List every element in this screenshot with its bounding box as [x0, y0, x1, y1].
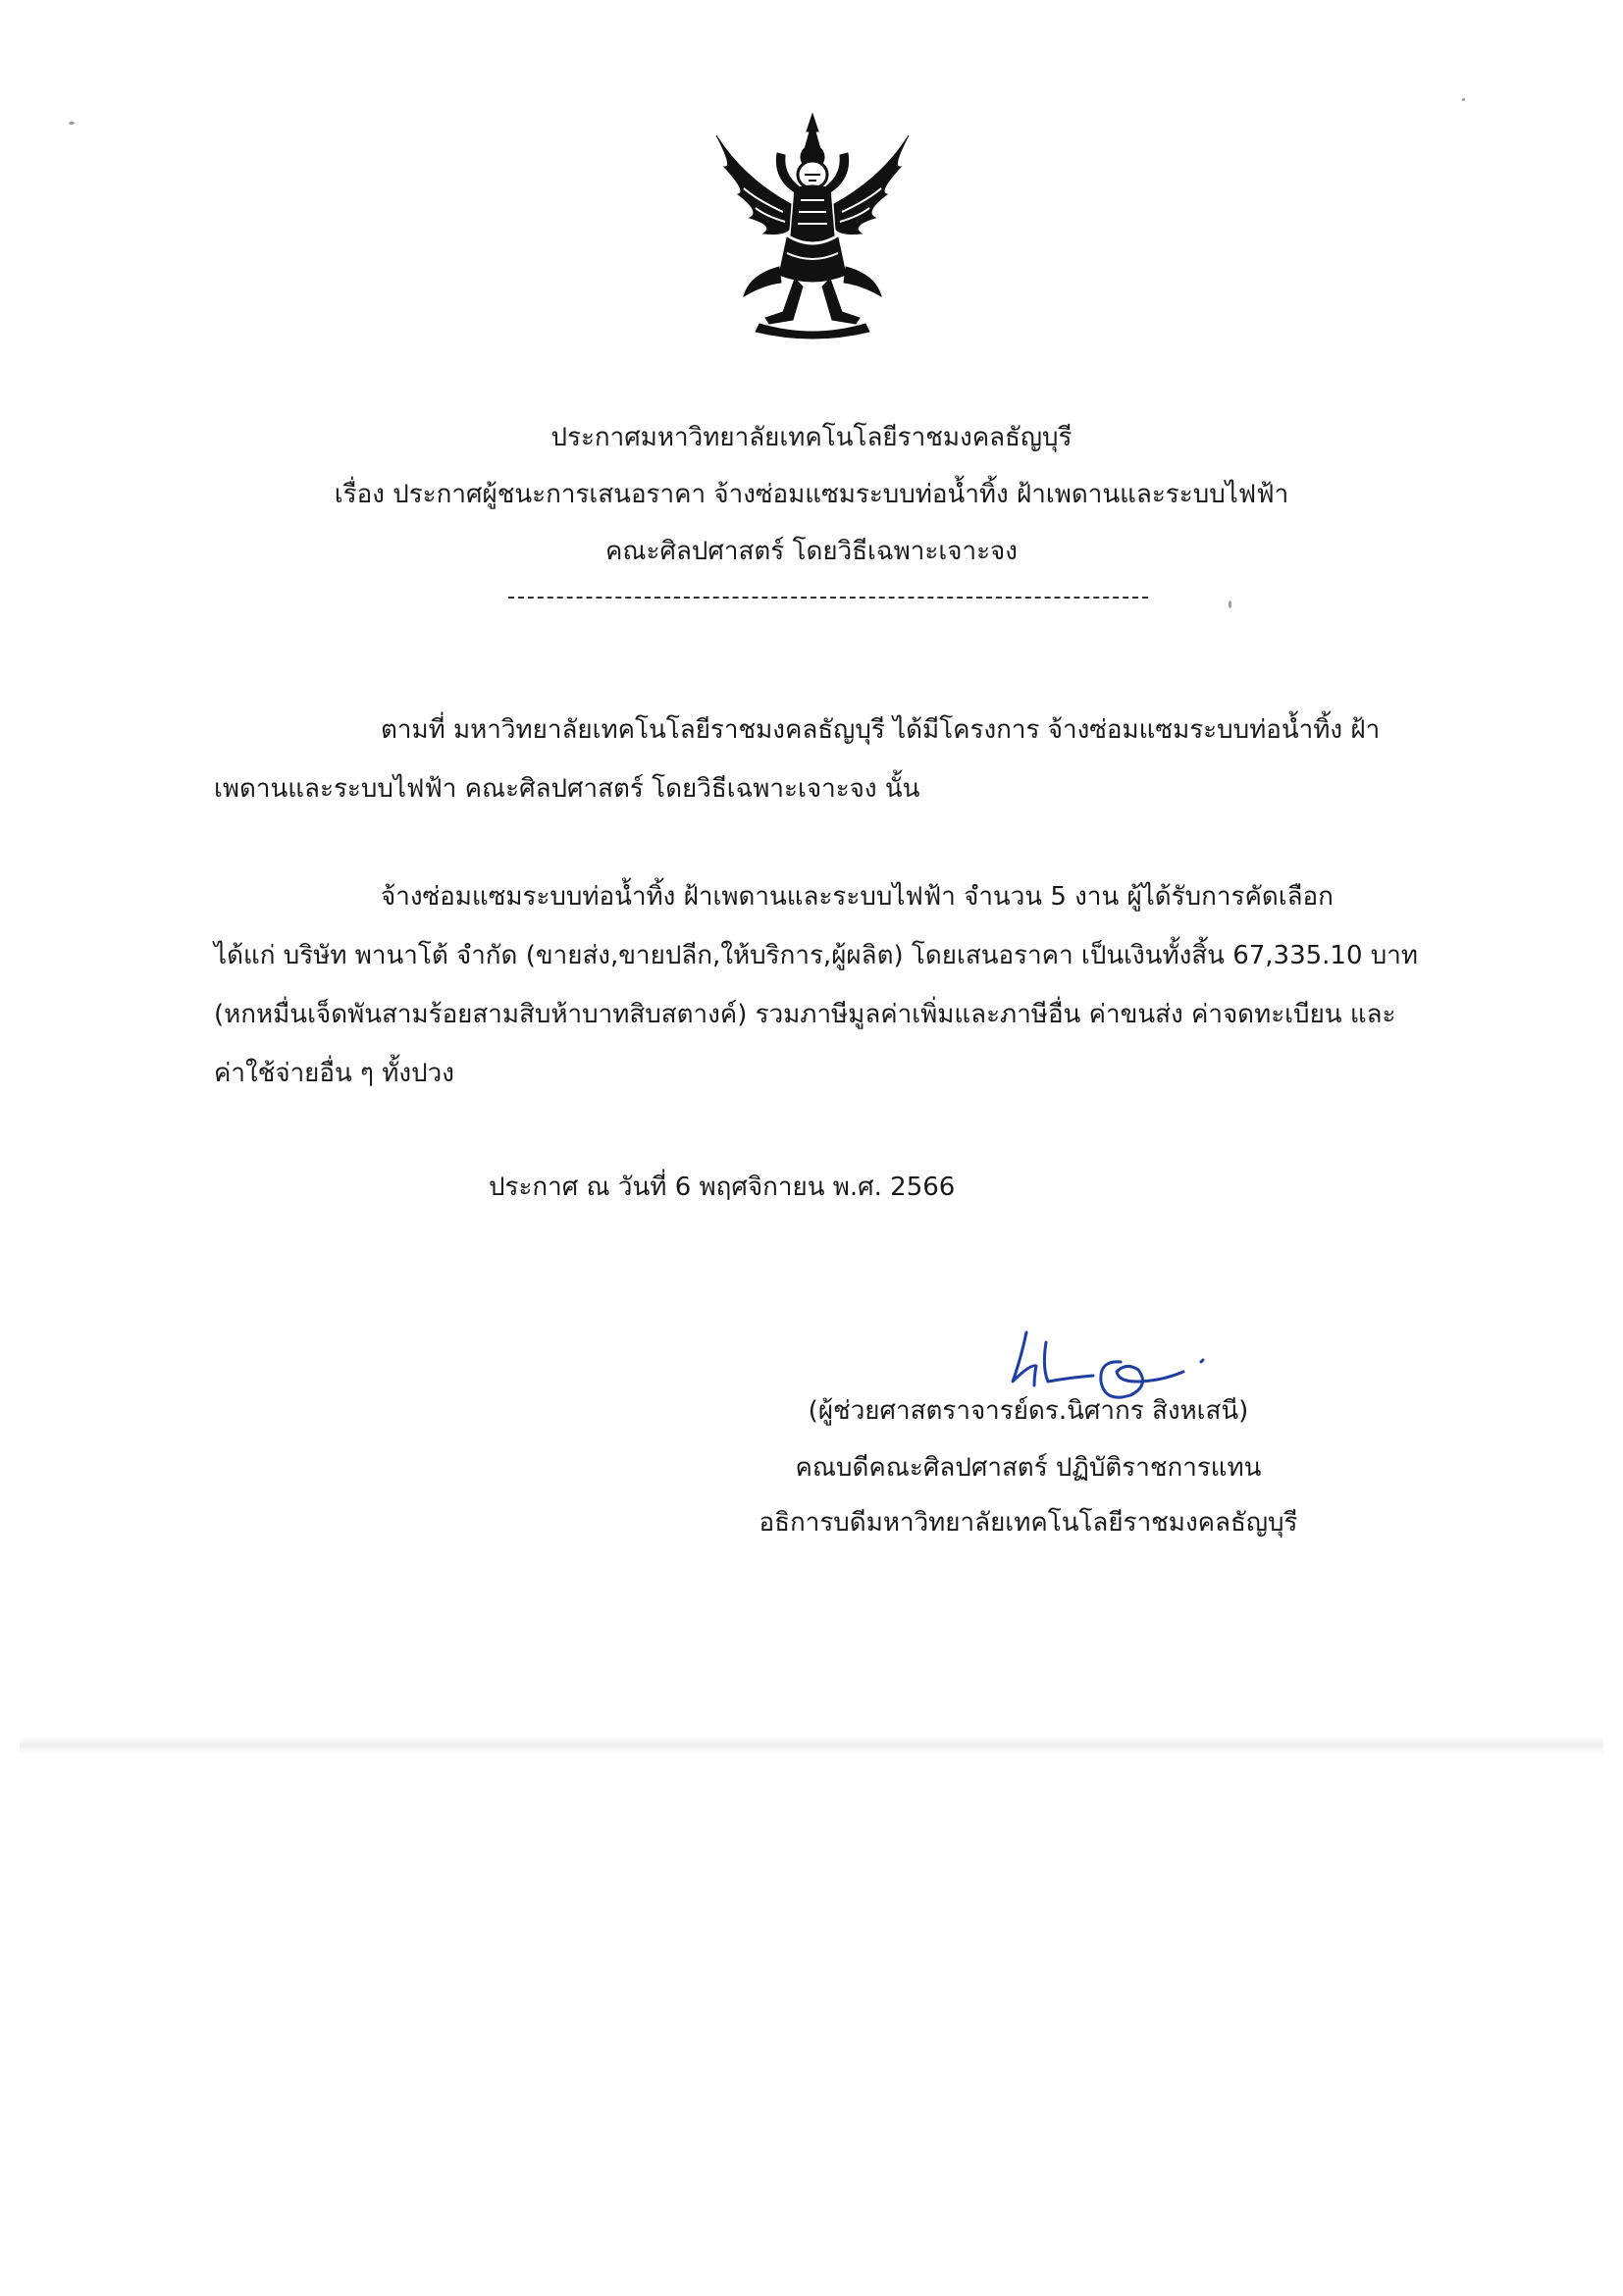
- paragraph2-line4: ค่าใช้จ่ายอื่น ๆ ทั้งปวง: [214, 1059, 454, 1088]
- announcement-date: ประกาศ ณ วันที่ 6 พฤศจิกายน พ.ศ. 2566: [489, 1173, 956, 1202]
- paragraph2-line2: ได้แก่ บริษัท พานาโต้ จำกัด (ขายส่ง,ขายปลีก,ให้บริการ,ผู้ผลิต) โดยเสนอราคา เป็นเงินทั้งสิ้น 67,335.10 บาท: [214, 941, 1419, 970]
- signatory-name: (ผู้ช่วยศาสตราจารย์ดร.นิศากร สิงหเสนี): [808, 1396, 1249, 1426]
- paragraph2-line3: (หกหมื่นเจ็ดพันสามร้อยสามสิบห้าบาทสิบสตางค์) รวมภาษีมูลค่าเพิ่มและภาษีอื่น ค่าขนส่ง ค่าจดทะเบียน และ: [214, 1000, 1396, 1029]
- header-divider: [508, 597, 1148, 599]
- scan-artifact-band: [20, 1737, 1603, 1754]
- paragraph2-line1: จ้างซ่อมแซมระบบท่อน้ำทิ้ง ฝ้าเพดานและระบบไฟฟ้า จำนวน 5 งาน ผู้ได้รับการคัดเลือก: [381, 882, 1334, 912]
- scan-speck: [69, 122, 75, 125]
- garuda-emblem-icon: [705, 110, 920, 341]
- signatory-position-acting: อธิการบดีมหาวิทยาลัยเทคโนโลยีราชมงคลธัญบุรี: [759, 1508, 1298, 1538]
- announcement-subject-continued: คณะศิลปศาสตร์ โดยวิธีเฉพาะเจาะจง: [605, 537, 1018, 566]
- scan-speck: [1462, 98, 1465, 101]
- paragraph1-line2: เพดานและระบบไฟฟ้า คณะศิลปศาสตร์ โดยวิธีเฉพาะเจาะจง นั้น: [214, 774, 920, 804]
- paragraph1-line1: ตามที่ มหาวิทยาลัยเทคโนโลยีราชมงคลธัญบุรี ได้มีโครงการ จ้างซ่อมแซมระบบท่อน้ำทิ้ง ฝ้า: [381, 715, 1381, 745]
- announcement-issuer: ประกาศมหาวิทยาลัยเทคโนโลยีราชมงคลธัญบุรี: [550, 423, 1073, 452]
- scan-speck: [1229, 600, 1231, 608]
- announcement-subject: เรื่อง ประกาศผู้ชนะการเสนอราคา จ้างซ่อมแซมระบบท่อน้ำทิ้ง ฝ้าเพดานและระบบไฟฟ้า: [334, 480, 1289, 509]
- signatory-position: คณบดีคณะศิลปศาสตร์ ปฏิบัติราชการแทน: [795, 1453, 1262, 1483]
